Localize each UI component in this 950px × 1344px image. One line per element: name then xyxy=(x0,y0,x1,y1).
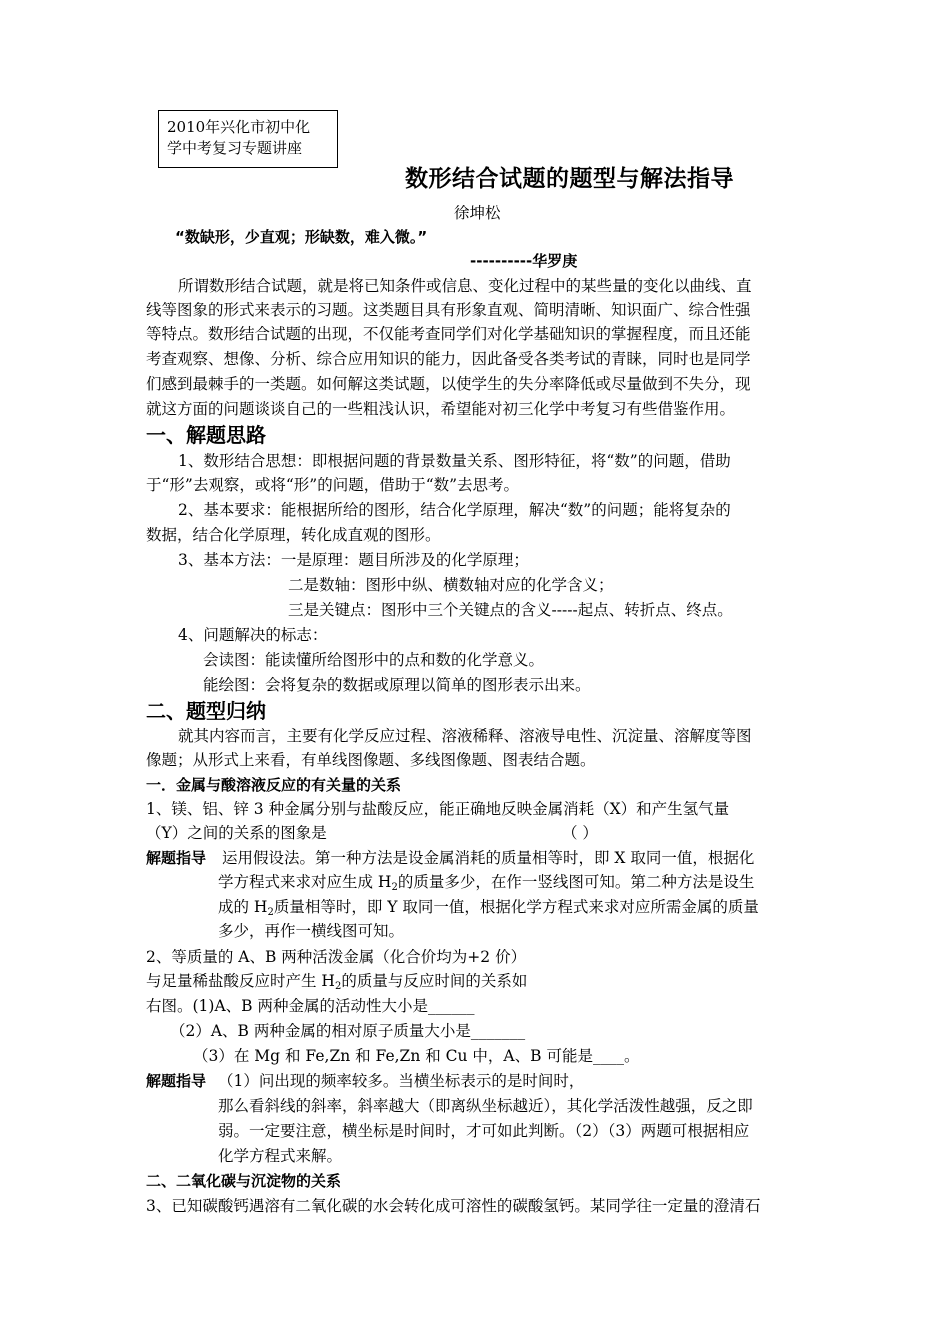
tip1-line: 成的 $H_2$质量相等时，即 Y 取同一值，根据化学方程式来求对应所需金属的质量 xyxy=(218,898,759,918)
section1-line: 数据，结合化学原理，转化成直观的图形。 xyxy=(146,526,441,544)
tip2-line: 弱。一定要注意，横坐标是时间时，才可如此判断。（2）（3）两题可根据相应 xyxy=(218,1122,750,1140)
section1-line: 三是关键点：图形中三个关键点的含义-----起点、转折点、终点。 xyxy=(288,601,733,619)
tip2-line: （1）问出现的频率较多。当横坐标表示的是时间时， xyxy=(218,1072,585,1090)
section2-intro-line: 像题；从形式上来看，有单线图像题、多线图像题、图表结合题。 xyxy=(146,751,596,769)
question3-line: 3、已知碳酸钙遇溶有二氧化碳的水会转化成可溶性的碳酸氢钙。某同学往一定量的澄清石 xyxy=(146,1197,761,1215)
question1-line: （Y）之间的关系的图象是 xyxy=(146,824,327,842)
question2-line: （3）在 Mg 和 Fe,Zn 和 Fe,Zn 和 Cu 中，A、B 可能是____。 xyxy=(193,1047,640,1065)
section1-line: 能绘图：会将复杂的数据或原理以简单的图形表示出来。 xyxy=(203,676,591,694)
tip1-line: 多少，再作一横线图可知。 xyxy=(218,922,405,940)
section1-line: 2、基本要求：能根据所给的图形，结合化学原理，解决“数”的问题；能将复杂的 xyxy=(178,501,731,519)
intro-line: 考查观察、想像、分析、综合应用知识的能力，因此备受各类考试的青睐，同时也是同学 xyxy=(146,350,751,368)
tip1-line: 运用假设法。第一种方法是设金属消耗的质量相等时，即 X 取同一值，根据化 xyxy=(222,849,755,867)
intro-line: 等特点。数形结合试题的出现，不仅能考查同学们对化学基础知识的掌握程度，而且还能 xyxy=(146,325,751,343)
document-title: 数形结合试题的题型与解法指导 xyxy=(405,166,734,192)
intro-line: 线等图象的形式来表示的习题。这类题目具有形象直观、简明清晰、知识面广、综合性强 xyxy=(146,301,751,319)
quote-source: ----------华罗庚 xyxy=(470,252,578,270)
tip2-line: 化学方程式来解。 xyxy=(218,1147,343,1165)
section2-intro-line: 就其内容而言，主要有化学反应过程、溶液稀释、溶液导电性、沉淀量、溶解度等图 xyxy=(178,727,752,745)
header-box-line2: 学中考复习专题讲座 xyxy=(167,139,303,157)
question2-line: 右图。(1)A、B 两种金属的活动性大小是______ xyxy=(146,997,475,1015)
question1-line: 1、镁、铝、锌 3 种金属分别与盐酸反应，能正确地反映金属消耗（X）和产生氢气量 xyxy=(146,800,730,818)
tip-label: 解题指导 xyxy=(146,849,207,867)
question2-line: 2、等质量的 A、B 两种活泼金属（化合价均为+2 价） xyxy=(146,948,527,966)
question2-line: （2）A、B 两种金属的相对原子质量大小是_______ xyxy=(170,1022,526,1040)
quote: “数缺形，少直观；形缺数，难入微。” xyxy=(175,228,428,246)
tip2-line: 那么看斜线的斜率，斜率越大（即离纵坐标越近），其化学活泼性越强，反之即 xyxy=(218,1097,753,1115)
section1-line: 于“形”去观察，或将“形”的问题，借助于“数”去思考。 xyxy=(146,476,520,494)
tip1-line: 学方程式来求对应生成 $H_2$的质量多少，在作一竖线图可知。第二种方法是设生 xyxy=(218,873,755,893)
section1-line: 会读图：能读懂所给图形中的点和数的化学意义。 xyxy=(203,651,545,669)
subsection1-heading: 一．金属与酸溶液反应的有关量的关系 xyxy=(146,776,402,794)
section1-line: 1、数形结合思想：即根据问题的背景数量关系、图形特征，将“数”的问题，借助 xyxy=(178,452,731,470)
section1-line: 二是数轴：图形中纵、横数轴对应的化学含义； xyxy=(288,576,614,594)
intro-line: 所谓数形结合试题，就是将已知条件或信息、变化过程中的某些量的变化以曲线、直 xyxy=(178,277,752,295)
tip-label: 解题指导 xyxy=(146,1072,207,1090)
section1-line: 4、问题解决的标志： xyxy=(178,626,328,644)
subsection2-heading: 二、二氧化碳与沉淀物的关系 xyxy=(146,1172,342,1190)
author: 徐坤松 xyxy=(454,204,501,222)
section1-heading: 一、解题思路 xyxy=(146,423,266,447)
intro-line: 就这方面的问题谈谈自己的一些粗浅认识，希望能对初三化学中考复习有些借鉴作用。 xyxy=(146,400,736,418)
header-box-line1: 2010年兴化市初中化 xyxy=(167,118,311,136)
header-box xyxy=(158,110,338,168)
intro-line: 们感到最棘手的一类题。如何解这类试题，以使学生的失分率降低或尽量做到不失分，现 xyxy=(146,375,751,393)
question2-line: 与足量稀盐酸反应时产生 $H_2$的质量与反应时间的关系如 xyxy=(146,972,528,992)
section2-heading: 二、题型归纳 xyxy=(146,699,266,723)
section1-line: 3、基本方法：一是原理：题目所涉及的化学原理； xyxy=(178,551,529,569)
answer-parentheses: （ ） xyxy=(562,824,598,842)
